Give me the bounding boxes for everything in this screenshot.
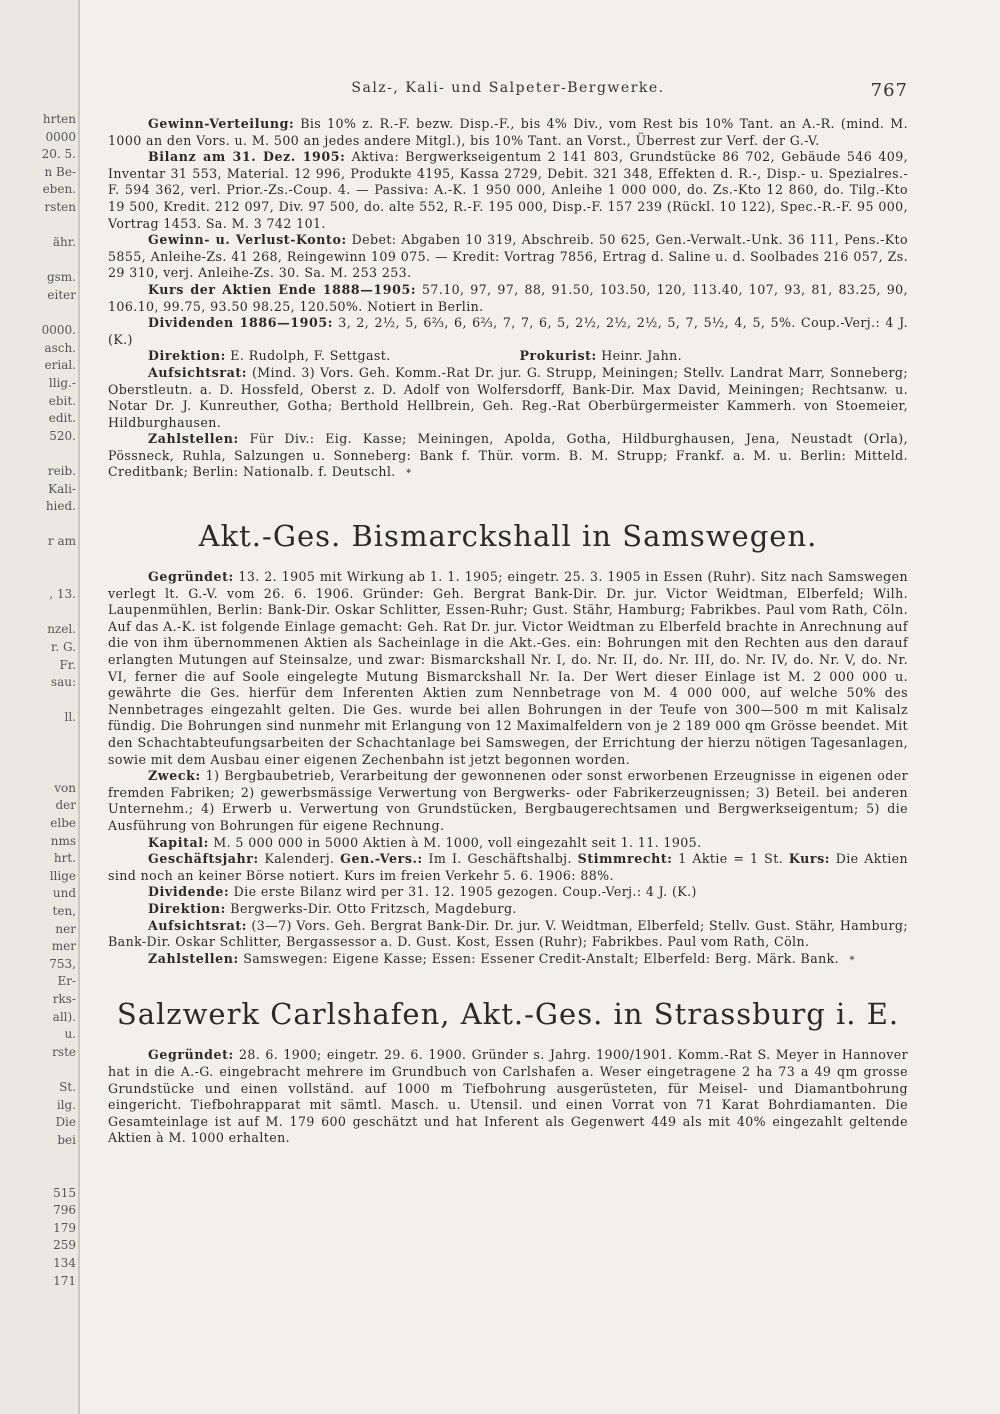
direktion-label: Direktion: <box>148 900 226 916</box>
edge-fragment: rks- <box>52 992 76 1006</box>
edge-fragment: gsm. <box>46 270 76 285</box>
edge-fragment: edit. <box>48 411 76 426</box>
zweck-text: 1) Bergbaubetrieb, Verarbeitung der gewonnenen oder sonst erworbenen Erzeugnisse in eigenen oder fremden Fabriken; 2) gewerbsmässige Verwertung von Bergwerks- oder Fabrikerzeugnissen; 3) Beteil. bei anderen Unternehm.; 4) Erwerb u. Verwertung von Grundstücken, Bergbaugerechtsamen und Bergwerkseigentum; 5) die Ausführung von Bohrungen für eigene Rechnung. <box>108 768 908 833</box>
edge-fragment: 0000 <box>45 129 76 144</box>
geschaeftsjahr-text: Kalenderj. <box>264 851 335 867</box>
gegruendet-label: Gegründet: <box>148 569 234 585</box>
bilanz-text: Aktiva: Bergwerkseigentum 2 141 803, Grundstücke 86 702, Gebäude 546 409, Inventar 31 553, Material. 12 996, Produkte 4195, Kassa 2729, Debit. 321 348, Effekten d. R.-, Disp.- u. Spezialres.-F. 594 362, verl. Prior.-Zs.-Coup. 4. — Passiva: A.-K. 1 950 000, Anleihe 1 000 000, do. Zs.-Kto 12 860, do. Tilg.-Kto 19 500, Kredit. 212 097, Div. 97 500, do. alte 552, R.-F. 195 000, Disp.-F. 157 239 (Rückl. 10 122), Spec.-R.-F. 95 000, Vortrag 1453. Sa. M. 3 742 101. <box>108 149 909 231</box>
stimmrecht-label: Stimmrecht: <box>577 851 673 867</box>
edge-fragment: ähr. <box>52 235 76 250</box>
section-bismarckshall <box>108 569 908 969</box>
prokurist-text: Heinr. Jahn. <box>601 348 683 364</box>
edge-fragment: St. <box>59 1080 76 1094</box>
edge-fragment: 20. 5. <box>41 147 76 162</box>
zahlstellen-text: Für Div.: Eig. Kasse; Meiningen, Apolda, Gotha, Hildburghausen, Jena, Neustadt (Orla), Pössneck, Ruhla, Salzungen u. Sonneberg: Bank f. Thür. vorm. B. M. Strupp; Frankf. a. M. u. Berlin: Mitteld. Creditbank; Berlin: Nationalb. f. Deutschl. <box>108 431 908 480</box>
edge-fragment: ll. <box>64 710 76 725</box>
edge-fragment: nms <box>50 833 76 848</box>
edge-fragment: mer <box>51 939 76 954</box>
edge-fragment: asch. <box>44 340 76 355</box>
gegruendet-text: 28. 6. 1900; eingetr. 29. 6. 1900. Gründer s. Jahrg. 1900/1901. Komm.-Rat S. Meyer in Hannover hat in die A.-G. eingebracht mehrere im Grundbuch von Carlshafen a. Weser eingetragene 2 ha 73 a 49 qm grosse Grundstücke und einen vollständ. auf 1000 m Tiefbohrung ausgerüsteten, für Meisel- und Diamantbohrung eingericht. Tiefbohrapparat mit sämtl. Masch. u. Utensil. und einen Vorrat von 71 Karat Bohrdiamanten. Die Gesamteinlage ist auf M. 179 600 geschätzt und hat Inferent als Gegenwert 449 als mit 40% eingezahlt geltende Aktien à M. 1000 erhalten. <box>108 1047 908 1146</box>
gegruendet-text: 13. 2. 1905 mit Wirkung ab 1. 1. 1905; eingetr. 25. 3. 1905 in Essen (Ruhr). Sitz nach Samswegen verlegt lt. G.-V. vom 26. 6. 1906. Gründer: Geh. Bergrat Bank-Dir. Dr. jur. Victor Weidtman, Elberfeld; Wilh. Laupenmühlen, Berlin: Bank-Dir. Oskar Schlitter, Essen-Ruhr; Gust. Stähr, Hamburg; Fabrikbes. Paul vom Rath, Cöln. Auf das A.-K. ist folgende Einlage gemacht: Geh. Rat Dr. jur. Victor Weidtman zu Elberfeld brachte in Anrechnung auf die von ihm übernommenen Aktien als Sacheinlage in die Akt.-Ges. ein: Bohrungen mit den Rechten aus den darauf erlangten Mutungen auf Steinsalze, und zwar: Bismarckshall Nr. I, do. Nr. II, do. Nr. III, do. Nr. IV, do. Nr. V, do. Nr. VI, ferner die auf Soole eingelegte Mutung Bismarckshall Nr. Ia. Der Wert dieser Einlage ist M. 2 000 000 u. gewährte die Ges. hierfür dem Inferenten Aktien zum Nennbetrage von M. 4 000 000, auf welche 50% des Nennbetrages eingezahlt gelten. Die Ges. wurde bei allen Bohrungen in der Teufe von 300—500 m mit Kalisalz fündig. Die Bohrungen sind nunmehr mit Erlangung von 12 Maximalfeldern von je 2 189 000 qm Grösse beendet. Mit den Schachtabteufungsarbeiten der Schachtanlage bei Samswegen, der Errichtung der hierzu nötigen Tagesanlagen, sowie mit dem Ausbau einer eigenen Zechenbahn ist jetzt begonnen worden. <box>108 569 908 767</box>
kurs-label: Kurs der Aktien Ende 1888—1905: <box>148 281 417 297</box>
edge-fragment: und <box>52 886 76 901</box>
edge-fragment: 515 <box>53 1185 76 1200</box>
edge-fragment: reib. <box>47 464 76 478</box>
kurs-text: Die Aktien sind noch an keiner Börse notiert. Kurs im freien Verkehr 5. 6. 1906: 88%. <box>108 851 909 883</box>
kurs-text: 57.10, 97, 97, 88, 91.50, 103.50, 120, 113.40, 107, 93, 81, 83.25, 90, 106.10, 99.75, 93.50 98.25, 120.50%. Notiert in Berlin. <box>108 281 909 314</box>
dividende-text: Die erste Bilanz wird per 31. 12. 1905 gezogen. Coup.-Verj.: 4 J. (K.) <box>233 884 697 900</box>
dividenden-text: 3, 2, 2½, 5, 6⅔, 6, 6⅔, 7, 7, 6, 5, 2½, 2½, 2½, 5, 7, 5½, 4, 5, 5%. Coup.-Verj.: 4 J. (K.) <box>108 315 908 347</box>
bilanz <box>108 149 908 232</box>
aufsichtsrat <box>108 365 908 431</box>
gewinn-verteilung-text: Bis 10% z. R.-F. bezw. Disp.-F., bis 4% Div., vom Rest bis 10% Tant. an A.-R. (mind. M. 1000 an den Vors. u. M. 500 an jedes andere Mitgl.), bis 10% Tant. an Vorst., Überrest zur Verf. der G.-V. <box>108 116 908 148</box>
direktion-label: Direktion: <box>148 348 226 364</box>
edge-fragment: rste <box>52 1044 76 1059</box>
edge-fragment: elbe <box>50 816 76 830</box>
aufsichtsrat-label: Aufsichtsrat: <box>148 917 248 933</box>
edge-fragment: ner <box>55 921 76 936</box>
direktion-text: Bergwerks-Dir. Otto Fritzsch, Magdeburg. <box>230 900 517 916</box>
zahlstellen-label: Zahlstellen: <box>148 431 239 447</box>
end-mark: * <box>406 468 412 480</box>
aufsichtsrat-text: (3—7) Vors. Geh. Bergrat Bank-Dir. Dr. jur. V. Weidtman, Elberfeld; Stellv. Gust. Stähr, Hamburg; Bank-Dir. Oskar Schlitter, Bergassessor a. D. Gust. Kost, Essen (Ruhr); Fabrikbes. Paul vom Rath, Cöln. <box>108 917 908 950</box>
edge-fragment: hied. <box>45 499 76 514</box>
kapital-text: M. 5 000 000 in 5000 Aktien à M. 1000, voll eingezahlt seit 1. 11. 1905. <box>213 834 702 850</box>
edge-fragment: n Be- <box>44 164 76 179</box>
edge-fragment: ilg. <box>56 1097 76 1112</box>
edge-fragment: llig.- <box>48 376 76 390</box>
company-title-bismarckshall: Akt.-Ges. Bismarckshall in Samswegen. <box>198 519 818 554</box>
zweck <box>108 768 908 834</box>
edge-fragment: 753, <box>49 956 76 971</box>
left-page-edge <box>0 0 80 1414</box>
edge-fragment: 171 <box>53 1273 76 1288</box>
page <box>108 80 908 1147</box>
kurs <box>108 282 908 315</box>
aufsichtsrat-label: Aufsichtsrat: <box>148 364 248 380</box>
edge-fragment: 179 <box>53 1220 76 1235</box>
gewinn-verteilung <box>108 116 908 149</box>
edge-fragment: llige <box>49 868 76 883</box>
edge-fragment: sau: <box>50 675 76 690</box>
dividende <box>108 884 908 901</box>
aufsichtsrat <box>108 918 908 951</box>
edge-fragment: der <box>55 798 76 813</box>
prokurist-label: Prokurist: <box>519 348 597 364</box>
edge-fragment: Kali- <box>48 481 76 496</box>
aufsichtsrat-text: (Mind. 3) Vors. Geh. Komm.-Rat Dr. jur. G. Strupp, Meiningen; Stellv. Landrat Marr, Sonneberg; Oberstleutn. a. D. Hossfeld, Oberst z. D. Adolf von Wolfersdorff, Bank-Dir. Max David, Meiningen; Rechtsanw. u. Notar Dr. J. Kunreuther, Gotha; Berthold Hellbrein, Geh. Reg.-Rat Oberbürgermeister Kammerh. von Stoemeier, Hildburghausen. <box>108 364 908 430</box>
gegruendet-label: Gegründet: <box>148 1047 234 1063</box>
edge-fragment: bei <box>57 1132 76 1147</box>
kapital-label: Kapital: <box>148 834 209 850</box>
company-title-carlshafen: Salzwerk Carlshafen, Akt.-Ges. in Strassburg i. E. <box>116 997 900 1032</box>
zahlstellen-text: Samswegen: Eigene Kasse; Essen: Essener Credit-Anstalt; Elberfeld: Berg. Märk. Bank. <box>243 950 840 966</box>
zahlstellen <box>108 951 908 970</box>
edge-fragment: 134 <box>53 1256 76 1270</box>
direktion-text: E. Rudolph, F. Settgast. <box>230 348 391 364</box>
edge-fragment: rsten <box>44 200 76 214</box>
section-carlshafen <box>108 1047 908 1147</box>
dividenden-label: Dividenden 1886—1905: <box>148 315 333 331</box>
edge-fragment: 796 <box>53 1203 76 1218</box>
running-head <box>108 80 908 110</box>
dividenden <box>108 315 908 348</box>
edge-fragment: eben. <box>42 182 76 197</box>
edge-fragment: 520. <box>49 428 76 443</box>
end-mark: * <box>849 954 855 966</box>
gewinn-verlust <box>108 232 908 282</box>
edge-fragment: r am <box>47 534 76 549</box>
edge-fragment: , 13. <box>49 587 76 602</box>
gewinn-verlust-text: Debet: Abgaben 10 319, Abschreib. 50 625, Gen.-Verwalt.-Unk. 36 111, Pens.-Kto 5855, Anleihe-Zs. 41 268, Reingewinn 109 075. — Kredit: Vortrag 7856, Ertrag d. Saline u. d. Soolbades 216 057, Zs. 29 310, verj. Anleihe-Zs. 30. Sa. M. 253 253. <box>108 232 908 281</box>
edge-fragment: von <box>54 780 76 795</box>
edge-fragment: r. G. <box>50 640 76 654</box>
dividende-label: Dividende: <box>148 884 230 900</box>
edge-fragment: 259 <box>53 1238 76 1253</box>
gegruendet <box>108 569 908 768</box>
edge-fragment: ebit. <box>48 393 76 408</box>
edge-fragment: u. <box>64 1027 76 1042</box>
kurs-label: Kurs: <box>788 851 831 867</box>
edge-fragment: hrten <box>42 112 76 126</box>
edge-fragment: Er- <box>57 974 76 989</box>
gewinn-verteilung-label: Gewinn-Verteilung: <box>148 116 295 131</box>
stimmrecht-text: 1 Aktie = 1 St. <box>678 851 784 867</box>
edge-fragment: hrt. <box>53 851 76 866</box>
section-saline <box>108 116 908 483</box>
geschaeftsjahr <box>108 851 908 884</box>
direktion <box>108 348 908 365</box>
gen-vers-label: Gen.-Vers.: <box>340 851 423 867</box>
gewinn-verlust-label: Gewinn- u. Verlust-Konto: <box>148 232 347 248</box>
edge-fragment: nzel. <box>47 622 76 637</box>
gen-vers-text: Im I. Geschäftshalbj. <box>428 851 572 867</box>
edge-fragment: ten, <box>52 904 76 918</box>
zweck-label: Zweck: <box>148 768 201 784</box>
kapital <box>108 835 908 852</box>
direktion <box>108 901 908 918</box>
edge-fragment: erial. <box>44 358 76 373</box>
edge-fragment: Fr. <box>59 657 76 672</box>
gegruendet <box>108 1047 908 1147</box>
geschaeftsjahr-label: Geschäftsjahr: <box>148 851 259 867</box>
page-number: 767 <box>870 80 908 101</box>
edge-fragment: Die <box>55 1115 76 1130</box>
zahlstellen-label: Zahlstellen: <box>148 950 239 966</box>
bilanz-label: Bilanz am 31. Dez. 1905: <box>148 149 346 165</box>
running-head-title: Salz-, Kali- und Salpeter-Bergwerke. <box>351 80 665 96</box>
edge-fragment: all). <box>52 1009 76 1024</box>
edge-fragment: 0000. <box>41 323 76 338</box>
edge-fragment: eiter <box>47 288 76 302</box>
zahlstellen <box>108 431 908 483</box>
